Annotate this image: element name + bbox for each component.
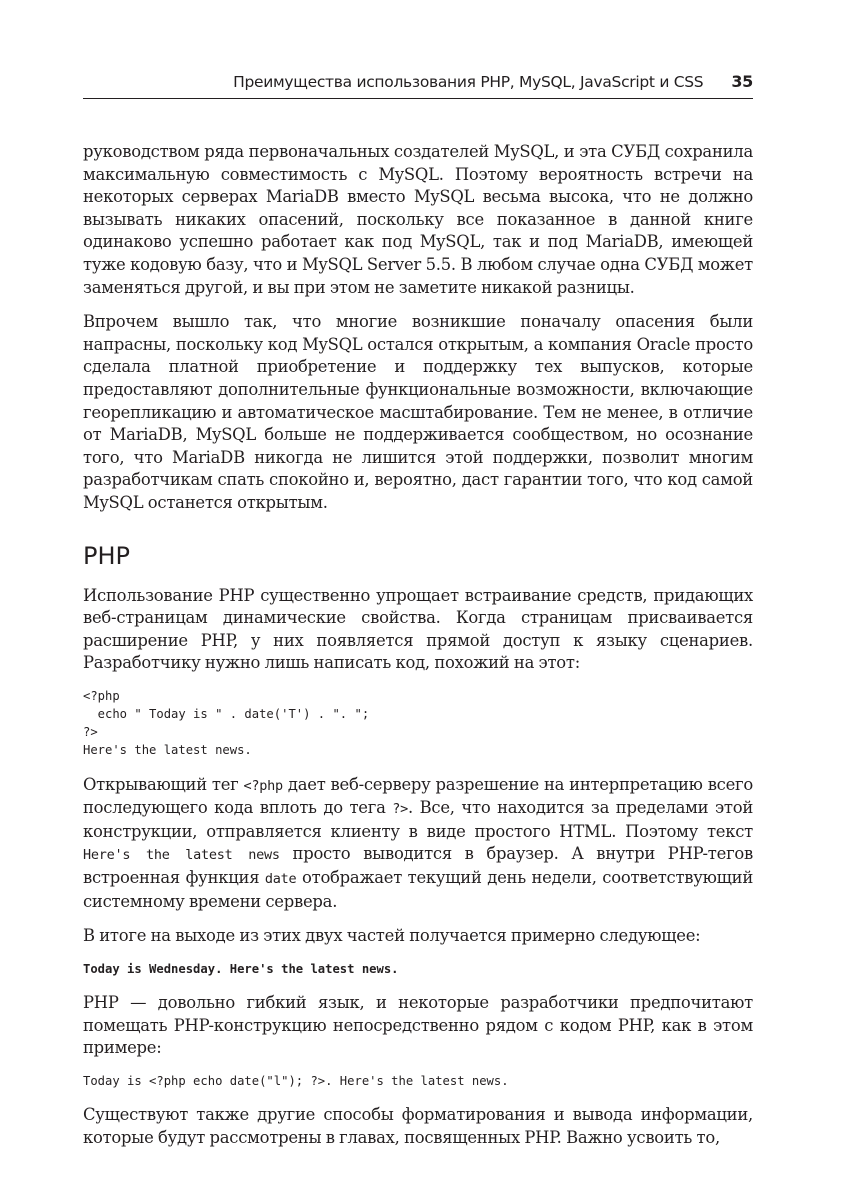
- code-inline-php-example: Today is <?php echo date("l"); ?>. Here's the latest news.: [83, 1073, 509, 1088]
- paragraph-php-intro: Использование PHP существенно упрощает встраивание средств, придающих веб-страницам динамические свойства. Когда страницам присваивается расширение PHP, у них появляется прямой доступ к языку сценариев. Разработчику нужно лишь написать код, похожий на этот:: [83, 585, 753, 673]
- paragraph-mysql-open-source: Впрочем вышло так, что многие возникшие поначалу опасения были напрасны, поскольку код MySQL остался открытым, а компания Oracle просто сделала платной приобретение и поддержку тех выпусков, которые предоставляют дополнительные функциональные возможности, включающие георепликацию и автоматическое масштабирование. Тем не менее, в отличие от MariaDB, MySQL больше не поддерживается сообществом, но осознание того, что MariaDB никогда не лишится этой поддержки, позволит многим разработчикам спать спокойно и, вероятно, даст гарантии того, что код самой MySQL останется открытым.: [83, 312, 753, 512]
- paragraph-php-flexibility: PHP — довольно гибкий язык, и некоторые разработчики предпочитают помещать PHP-конструкцию непосредственно рядом с кодом PHP, как в этом примере:: [83, 993, 753, 1058]
- code-block-php-echo: <?php echo " Today is " . date('T') . ". "; ?> Here's the latest news.: [83, 688, 370, 758]
- paragraph-php-tag-explanation: [83, 774, 753, 914]
- inline-code-open-tag: <?php: [243, 777, 283, 794]
- header-rule: [83, 98, 753, 99]
- running-header: [83, 72, 753, 96]
- text-run: дает веб-серверу разрешение на интерпретацию всего последующего кода вплоть до тега: [83, 774, 754, 818]
- paragraph-output-intro: В итоге на выходе из этих двух частей получается примерно следующее:: [83, 926, 701, 946]
- text-run: просто выводится в браузер. А внутри PHP-тегов встроенная функция: [83, 844, 754, 888]
- code-output-example: Today is Wednesday. Here's the latest news.: [83, 961, 399, 976]
- inline-code-latest-news: Here's the latest news: [83, 847, 280, 864]
- paragraph-mariadb-compatibility: руководством ряда первоначальных создателей MySQL, и эта СУБД сохранила максимальную совместимость с MySQL. Поэтому вероятность встречи на некоторых серверах MariaDB вместо MySQL весьма высока, что не должно вызывать никаких опасений, поскольку все показанное в данной книге одинаково успешно работает как под MySQL, так и под MariaDB, имеющей туже кодовую базу, что и MySQL Server 5.5. В любом случае одна СУБД может заменяться другой, и вы при этом не заметите никакой разницы.: [83, 142, 753, 297]
- section-heading-php: PHP: [83, 541, 130, 570]
- text-run: отображает текущий день недели, соответствующий системному времени сервера.: [83, 868, 753, 911]
- paragraph-other-formatting: Существуют также другие способы форматирования и вывода информации, которые будут рассмотрены в главах, посвященных PHP. Важно усвоить то,: [83, 1105, 753, 1147]
- text-run: . Все, что находится за пределами этой конструкции, отправляется клиенту в виде простого HTML. Поэтому текст: [83, 798, 753, 841]
- inline-code-date: date: [264, 871, 297, 888]
- text-run: Открывающий тег: [83, 774, 244, 794]
- running-header-title: Преимущества использования PHP, MySQL, JavaScript и CSS: [233, 73, 704, 91]
- inline-code-close-tag: ?>: [392, 801, 409, 818]
- page-number: 35: [731, 72, 753, 91]
- page-body: [83, 141, 753, 1161]
